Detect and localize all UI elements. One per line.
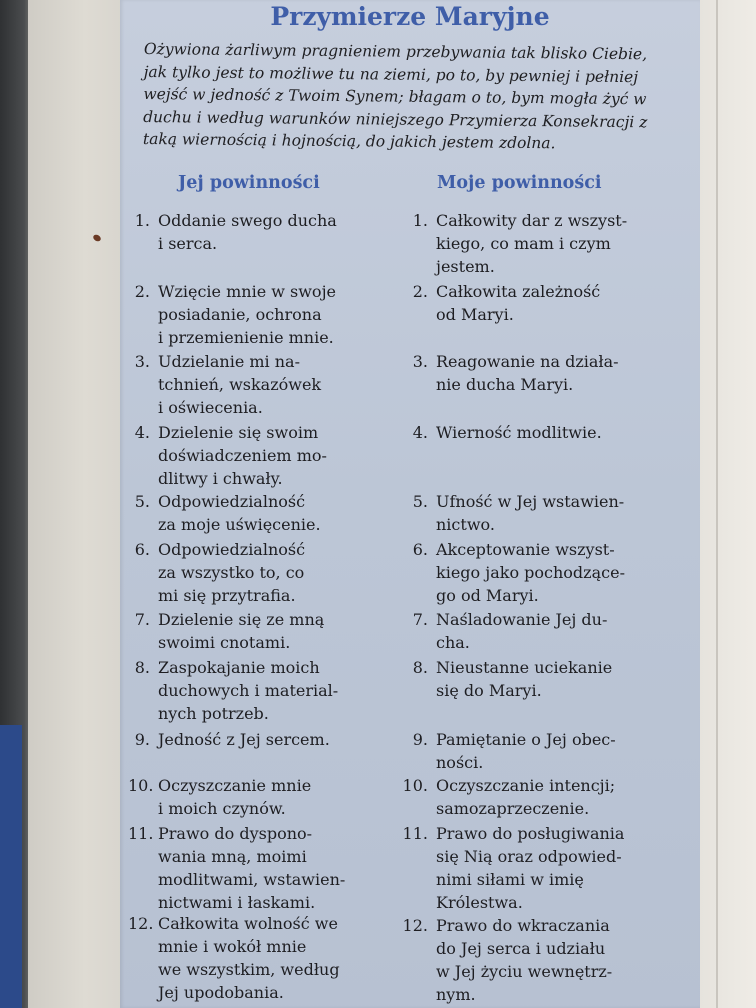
item-number: 1.	[134, 211, 150, 230]
item-number: 1.	[412, 211, 428, 230]
item-text: Udzielanie mi na- tchnień, wskazówek i oświecenia.	[158, 352, 322, 417]
item-text: Całkowity dar z wszyst- kiego, co mam i czym jestem.	[436, 211, 628, 276]
list-item	[396, 280, 686, 326]
item-number: 12.	[402, 916, 428, 935]
item-text: Jedność z Jej sercem.	[158, 730, 330, 749]
list-item	[128, 538, 378, 607]
item-text: Oczyszczanie mnie i moich czynów.	[158, 776, 312, 818]
item-text: Dzielenie się ze mną swoimi cnotami.	[158, 610, 325, 652]
item-text: Odpowiedzialność za moje uświęcenie.	[158, 492, 321, 534]
item-text: Akceptowanie wszyst- kiego jako pochodzące- go od Maryi.	[436, 540, 625, 605]
list-item	[128, 822, 378, 914]
item-text: Oczyszczanie intencji; samozaprzeczenie.	[436, 776, 616, 818]
item-text: Odpowiedzialność za wszystko to, co mi się przytrafia.	[158, 540, 306, 605]
list-item	[128, 774, 378, 820]
list-item	[396, 350, 686, 396]
item-number: 10.	[128, 776, 154, 795]
list-item	[396, 209, 686, 278]
list-item	[396, 608, 686, 654]
item-text: Całkowita wolność we mnie i wokół mnie we wszystkim, według Jej upodobania.	[158, 914, 340, 1002]
item-text: Dzielenie się swoim doświadczeniem mo- dlitwy i chwały.	[158, 423, 327, 488]
item-number: 8.	[412, 658, 428, 677]
item-number: 12.	[128, 914, 154, 933]
item-text: Prawo do wkraczania do Jej serca i udziału w Jej życiu wewnętrz- nym.	[436, 916, 613, 1004]
item-number: 8.	[134, 658, 150, 677]
item-number: 9.	[412, 730, 428, 749]
item-number: 2.	[134, 282, 150, 301]
item-text: Całkowita zależność od Maryi.	[436, 282, 601, 324]
item-text: Nieustanne uciekanie się do Maryi.	[436, 658, 613, 700]
intro-paragraph: Ożywiona żarliwym pragnieniem przebywania tak blisko Ciebie, jak tylko jest to możliwe tu na ziemi, po to, by pewniej i pełniej wejść w jedność z Twoim Synem; błagam o to, bym mogła żyć w duchu i według warunków niniejszego Przymierza Konsekracji z taką wiernością i hojnością, do jakich jestem zdolna.	[142, 39, 648, 153]
item-number: 4.	[412, 423, 428, 442]
item-number: 11.	[402, 824, 428, 843]
item-text: Pamiętanie o Jej obec- ności.	[436, 730, 616, 772]
item-text: Zaspokajanie moich duchowych i material- nych potrzeb.	[158, 658, 339, 723]
list-item	[128, 490, 378, 536]
list-item	[128, 209, 378, 255]
item-text: Wierność modlitwie.	[436, 423, 602, 442]
left-page-edge	[28, 0, 123, 1008]
item-text: Wzięcie mnie w swoje posiadanie, ochrona i przemienienie mnie.	[158, 282, 336, 347]
consecration-card	[120, 0, 700, 1008]
item-text: Prawo do dyspono- wania mną, moimi modlitwami, wstawien- nictwami i łaskami.	[158, 824, 346, 912]
item-number: 7.	[134, 610, 150, 629]
page-title: Przymierze Maryjne	[270, 2, 550, 31]
list-item	[396, 914, 686, 1006]
left-column-heading: Jej powinności	[178, 173, 320, 193]
item-number: 2.	[412, 282, 428, 301]
item-text: Oddanie swego ducha i serca.	[158, 211, 337, 253]
list-item	[128, 656, 378, 725]
item-number: 4.	[134, 423, 150, 442]
item-number: 5.	[134, 492, 150, 511]
item-number: 7.	[412, 610, 428, 629]
item-number: 3.	[134, 352, 150, 371]
list-item	[128, 728, 378, 751]
list-item	[396, 490, 686, 536]
item-text: Ufność w Jej wstawien- nictwo.	[436, 492, 625, 534]
list-item	[396, 774, 686, 820]
item-text: Reagowanie na działa- nie ducha Maryi.	[436, 352, 619, 394]
item-number: 6.	[412, 540, 428, 559]
item-text: Naśladowanie Jej du- cha.	[436, 610, 608, 652]
list-item	[128, 421, 378, 490]
item-text: Prawo do posługiwania się Nią oraz odpowied- nimi siłami w imię Królestwa.	[436, 824, 625, 912]
list-item	[128, 350, 378, 419]
list-item	[396, 421, 686, 444]
item-number: 11.	[128, 824, 154, 843]
item-number: 3.	[412, 352, 428, 371]
list-item	[396, 656, 686, 702]
list-item	[128, 280, 378, 349]
item-number: 9.	[134, 730, 150, 749]
list-item	[128, 912, 378, 1004]
list-item	[396, 822, 686, 914]
blue-cover-edge	[0, 725, 22, 1008]
page-edge-line	[716, 0, 718, 1008]
right-column-heading: Moje powinności	[437, 173, 602, 193]
list-item	[128, 608, 378, 654]
list-item	[396, 728, 686, 774]
item-number: 5.	[412, 492, 428, 511]
list-item	[396, 538, 686, 607]
item-number: 6.	[134, 540, 150, 559]
right-page-margin	[700, 0, 756, 1008]
item-number: 10.	[402, 776, 428, 795]
